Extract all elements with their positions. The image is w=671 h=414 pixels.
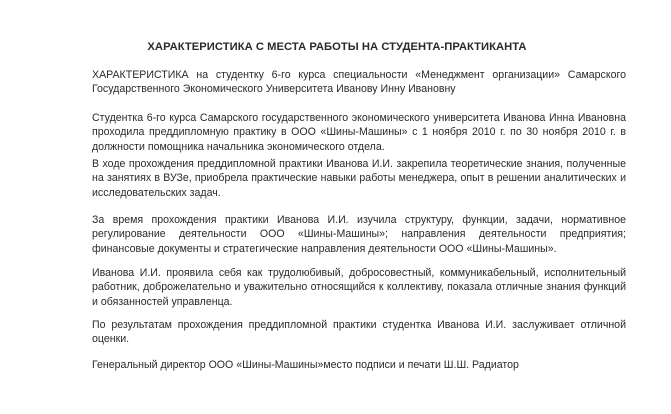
paragraph-skills: В ходе прохождения преддипломной практики Иванова И.И. закрепила теоретические знания, полученные на занятиях в ВУЗе, приобрела практические навыки работы менеджера, опыт в решении аналитических и исследовательских задач.: [92, 158, 626, 199]
paragraph-grade: По результатам прохождения преддипломной практики студентка Иванова И.И. заслуживает отличной оценки.: [92, 319, 626, 346]
paragraph-qualities: Иванова И.И. проявила себя как трудолюбивый, добросовестный, коммуникабельный, исполнительный работник, доброжелательно и уважительно относящийся к коллективу, показала отличные знания функций и обязанностей управленца.: [92, 267, 626, 308]
document-title: ХАРАКТЕРИСТИКА С МЕСТА РАБОТЫ НА СТУДЕНТА-ПРАКТИКАНТА: [147, 41, 527, 53]
signature-line: Генеральный директор ООО «Шины-Машины»место подписи и печати Ш.Ш. Радиатор: [92, 359, 519, 371]
paragraph-heading: ХАРАКТЕРИСТИКА на студентку 6-го курса специальности «Менеджмент организации» Самарского Государственного Экономического Университета Иванову Инну Ивановну: [92, 69, 626, 96]
paragraph-internship-info: Студентка 6-го курса Самарского государственного экономического университета Иванова Инна Ивановна проходила преддипломную практику в ООО «Шины-Машины» с 1 ноября 2010 г. по 30 ноября 2010 г. в должности помощника начальника экономического отдела.: [92, 112, 626, 153]
paragraph-studied: За время прохождения практики Иванова И.И. изучила структуру, функции, задачи, нормативное регулирование деятельности ООО «Шины-Машины»; направления деятельности предприятия; финансовые документы и стратегические направления деятельности ООО «Шины-Машины».: [92, 214, 626, 255]
